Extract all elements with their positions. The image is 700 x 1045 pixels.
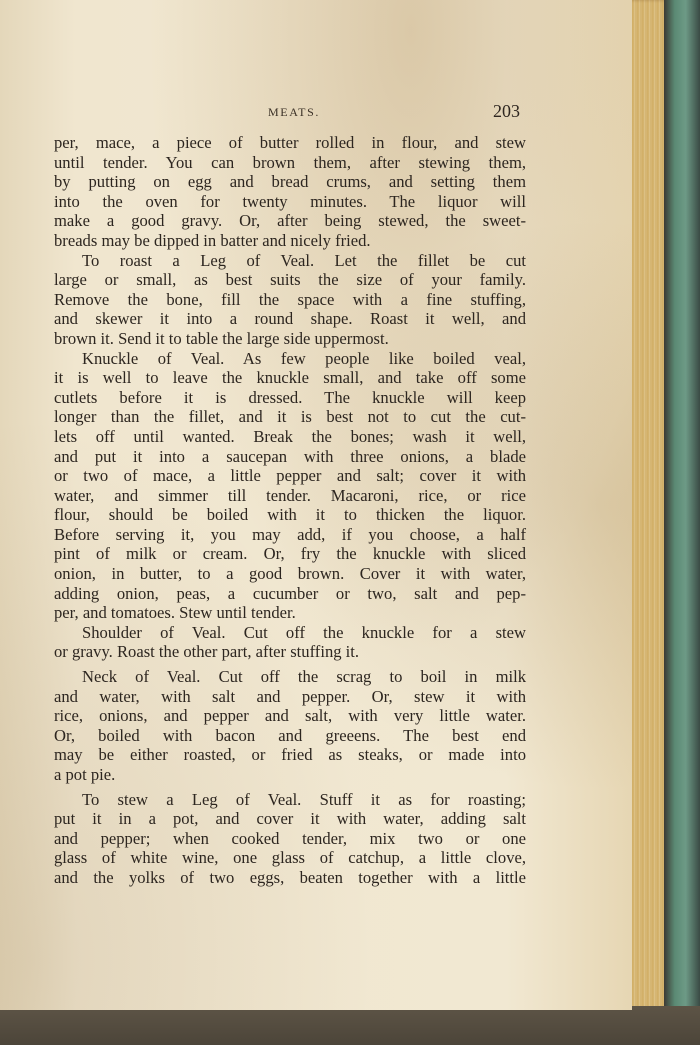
text-line: onion, in butter, to a good brown. Cover it with water, bbox=[54, 564, 526, 584]
text-line: it is well to leave the knuckle small, and take off some bbox=[54, 368, 526, 388]
text-line: cutlets before it is dressed. The knuckle will keep bbox=[54, 387, 526, 407]
text-line: glass of white wine, one glass of catchup, a little clove, bbox=[54, 848, 526, 868]
page-number: 203 bbox=[493, 101, 520, 121]
text-line: adding onion, peas, a cucumber or two, salt and pep- bbox=[54, 583, 526, 603]
text-line: a pot pie. bbox=[54, 765, 116, 784]
text-line: per, mace, a piece of butter rolled in flour, and stew bbox=[54, 133, 526, 152]
text-line: longer than the fillet, and it is best not to cut the cut- bbox=[54, 407, 526, 427]
text-line: brown it. Send it to table the large side uppermost. bbox=[54, 328, 389, 348]
text-line: and skewer it into a round shape. Roast it well, and bbox=[54, 309, 526, 329]
text-line: by putting on egg and bread crums, and setting them bbox=[54, 172, 526, 192]
text-line: and water, with salt and pepper. Or, stew it with bbox=[54, 686, 526, 706]
text-line: Before serving it, you may add, if you choose, a half bbox=[54, 524, 526, 544]
recipe-heading-line: Neck of Veal. Cut off the scrag to boil in milk bbox=[82, 667, 526, 687]
page-body-text bbox=[54, 133, 526, 888]
text-line: or two of mace, a little pepper and salt; cover it with bbox=[54, 466, 526, 486]
text-line: or gravy. Roast the other part, after stuffing it. bbox=[54, 642, 360, 662]
text-line: water, and simmer till tender. Macaroni, rice, or rice bbox=[54, 485, 526, 505]
text-line: rice, onions, and pepper and salt, with very little water. bbox=[54, 706, 526, 726]
page-edges bbox=[626, 0, 666, 1030]
text-line: may be either roasted, or fried as steaks, or made into bbox=[54, 745, 526, 765]
text-line: pint of milk or cream. Or, fry the knuckle with sliced bbox=[54, 544, 526, 564]
text-line: into the oven for twenty minutes. The liquor will bbox=[54, 191, 526, 211]
recipe-heading-line: Shoulder of Veal. Cut off the knuckle for a stew bbox=[82, 622, 526, 642]
text-line: until tender. You can brown them, after stewing them, bbox=[54, 152, 526, 172]
text-line: and put it into a saucepan with three onions, a blade bbox=[54, 446, 526, 466]
text-line: Or, boiled with bacon and greeens. The best end bbox=[54, 725, 526, 745]
text-line: make a good gravy. Or, after being stewed, the sweet- bbox=[54, 211, 526, 231]
text-line: Remove the bone, fill the space with a fine stuffing, bbox=[54, 289, 526, 309]
text-line: and the yolks of two eggs, beaten together with a little bbox=[54, 867, 526, 887]
text-line: per, and tomatoes. Stew until tender. bbox=[54, 603, 296, 623]
recipe-heading-line: To stew a Leg of Veal. Stuff it as for roasting; bbox=[82, 789, 526, 809]
recipe-heading-line: To roast a Leg of Veal. Let the fillet be cut bbox=[82, 250, 526, 270]
text-line: large or small, as best suits the size of your family. bbox=[54, 270, 526, 290]
text-line: put it in a pot, and cover it with water, adding salt bbox=[54, 809, 526, 829]
page-header bbox=[0, 103, 632, 125]
bottom-shadow bbox=[0, 1006, 700, 1045]
text-line: and pepper; when cooked tender, mix two or one bbox=[54, 828, 526, 848]
running-head: MEATS. bbox=[268, 105, 320, 119]
book-cover-edge bbox=[664, 0, 700, 1045]
text-line: breads may be dipped in batter and nicely fried. bbox=[54, 230, 371, 250]
text-line: lets off until wanted. Break the bones; wash it well, bbox=[54, 426, 526, 446]
recipe-heading-line: Knuckle of Veal. As few people like boiled veal, bbox=[82, 348, 526, 368]
text-line: flour, should be boiled with it to thicken the liquor. bbox=[54, 505, 526, 525]
